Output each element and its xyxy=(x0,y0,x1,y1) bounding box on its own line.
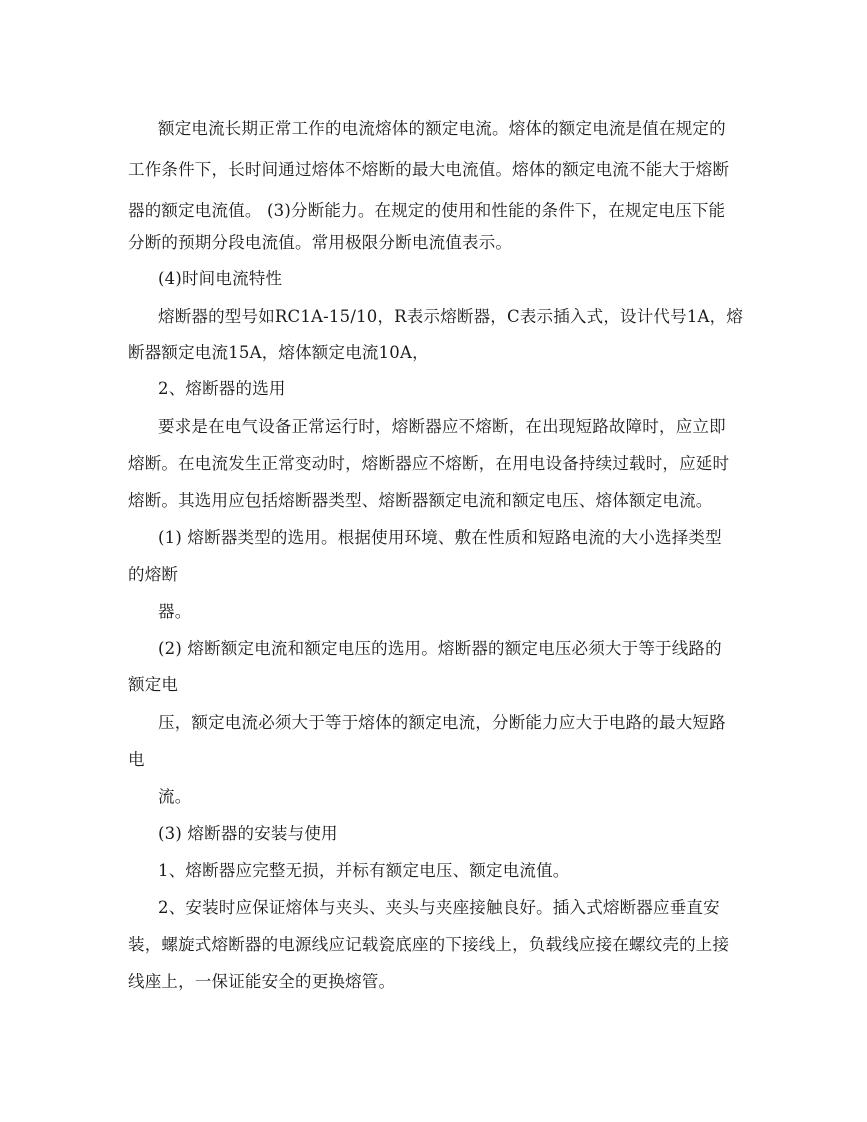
text-line: 熔断。在电流发生正常变动时，熔断器应不熔断，在用电设备持续过载时，应延时 xyxy=(128,454,730,473)
text-line: 熔断。其选用应包括熔断器类型、熔断器额定电流和额定电压、熔体额定电流。 xyxy=(128,491,713,510)
text-line: 线座上，一保证能安全的更换熔管。 xyxy=(128,972,396,991)
text-line: 要求是在电气设备正常运行时，熔断器应不熔断，在出现短路故障时，应立即 xyxy=(158,417,726,436)
text-line: 2、熔断器的选用 xyxy=(158,379,286,398)
text-line: (3) 熔断器的安装与使用 xyxy=(158,824,338,843)
text-line: 电 xyxy=(128,750,145,769)
text-line: 1、熔断器应完整无损，并标有额定电压、额定电流值。 xyxy=(158,861,570,880)
text-line: 装，螺旋式熔断器的电源线应记载瓷底座的下接线上，负载线应接在螺纹壳的上接 xyxy=(128,935,730,954)
text-line: 器的额定电流值。 (3)分断能力。在规定的使用和性能的条件下，在规定电压下能 xyxy=(128,201,726,220)
text-line: (1) 熔断器类型的选用。根据使用环境、敷在性质和短路电流的大小选择类型 xyxy=(158,528,722,547)
text-line: 器。 xyxy=(158,602,192,621)
text-line: 额定电流长期正常工作的电流熔体的额定电流。熔体的额定电流是值在规定的 xyxy=(158,119,726,138)
text-line: 额定电 xyxy=(128,675,179,694)
text-line: 压，额定电流必须大于等于熔体的额定电流，分断能力应大于电路的最大短路 xyxy=(158,713,726,732)
text-line: (4)时间电流特性 xyxy=(158,269,283,288)
text-line: 流。 xyxy=(158,787,192,806)
text-line: 2、安装时应保证熔体与夹头、夹头与夹座接触良好。插入式熔断器应垂直安 xyxy=(158,898,720,917)
text-line: 分断的预期分段电流值。常用极限分断电流值表示。 xyxy=(128,233,513,252)
text-line: 工作条件下，长时间通过熔体不熔断的最大电流值。熔体的额定电流不能大于熔断 xyxy=(128,160,730,179)
text-line: (2) 熔断额定电流和额定电压的选用。熔断器的额定电压必须大于等于线路的 xyxy=(158,639,722,658)
text-line: 熔断器的型号如RC1A-15/10，R表示熔断器，C表示插入式，设计代号1A，熔 xyxy=(158,307,744,326)
text-line: 断器额定电流15A，熔体额定电流10A， xyxy=(128,343,429,362)
text-line: 的熔断 xyxy=(128,565,179,584)
